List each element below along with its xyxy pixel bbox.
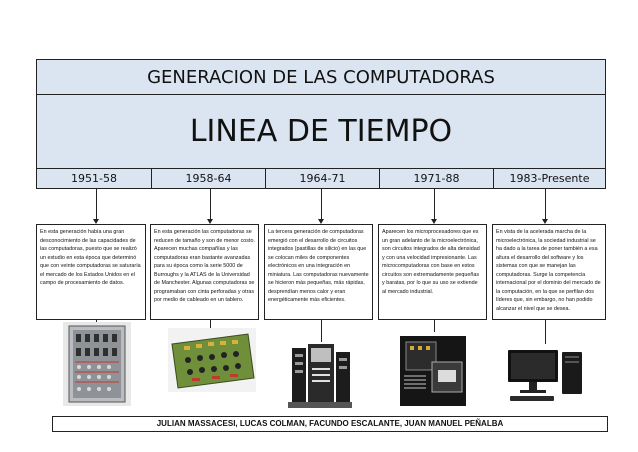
vacuum-tube-computer-image — [63, 322, 131, 406]
connector-line — [96, 189, 97, 220]
description-1971-88: Aparecen los microprocesadores que es un gran adelanto de la microelectrónica, son circuitos integrados de alta densidad y con una velocidad impresionante. Las microcomputadoras con base en estos circuitos son extremadamente pequeñas y baratas, por lo que su uso se extiende al mercado industrial. — [378, 224, 487, 320]
connector-line — [545, 189, 546, 220]
connector-line — [434, 189, 435, 220]
description-1964-71: La tercera generación de computadoras emergió con el desarrollo de circuitos integrados (pastillas de silicio) en las que se colocan miles de componentes electrónicos en una integración en miniatura. Las computadoras nuevamente se hicieron más pequeñas, más rápidas, desprendían menos calor y eran energéticamente más eficientes. — [264, 224, 373, 320]
integrated-circuit-computer-image — [288, 342, 352, 408]
timeline-title-text: LINEA DE TIEMPO — [189, 114, 453, 149]
period-2: 1958-64 — [185, 172, 232, 185]
period-4: 1971-88 — [413, 172, 460, 185]
main-title — [36, 59, 606, 95]
modern-desktop-computer-image — [502, 344, 588, 406]
microprocessor-chip-image — [398, 332, 468, 408]
authors-text: JULIAN MASSACESI, LUCAS COLMAN, FACUNDO ESCALANTE, JUAN MANUEL PEÑALBA — [156, 419, 504, 428]
connector-line — [545, 320, 546, 344]
description-1958-64: En esta generación las computadoras se reducen de tamaño y son de menor costo. Aparecen muchas compañías y las computadoras eran bastante avanzadas para su época como la serie 5000 de Burroughs y la ATLAS de la Universidad de Manchester. Algunas computadoras se programaban con cinta perforadas y otras por medio de cableado en un tablero. — [150, 224, 259, 320]
connector-line — [434, 320, 435, 332]
authors-credit — [52, 416, 608, 432]
period-3: 1964-71 — [299, 172, 346, 185]
period-1: 1951-58 — [71, 172, 117, 185]
connector-line — [321, 320, 322, 342]
transistor-circuit-board-image — [168, 328, 256, 392]
main-title-text: GENERACION DE LAS COMPUTADORAS — [147, 66, 495, 88]
description-1951-58: En esta generación había una gran desconocimiento de las capacidades de las computadoras, puesto que se realizó un estudio en esta época que determinó que con veinte computadoras se saturaría el mercado de los Estados Unidos en el campo de procesamiento de datos. — [36, 224, 146, 320]
timeline-title — [36, 95, 606, 169]
connector-line — [321, 189, 322, 220]
connector-line — [210, 189, 211, 220]
period-bar — [36, 169, 606, 189]
period-5: 1983-Presente — [509, 172, 590, 185]
description-1983-presente: En vista de la acelerada marcha de la microelectrónica, la sociedad industrial se ha dado a la tarea de poner también a esa altura el desarrollo del software y los sistemas con que se manejan las computadoras. Surge la competencia internacional por el dominio del mercado de la computación, en la que se perfilan dos líderes que, sin embargo, no han podido alcanzar el nivel que se desea. — [492, 224, 606, 320]
